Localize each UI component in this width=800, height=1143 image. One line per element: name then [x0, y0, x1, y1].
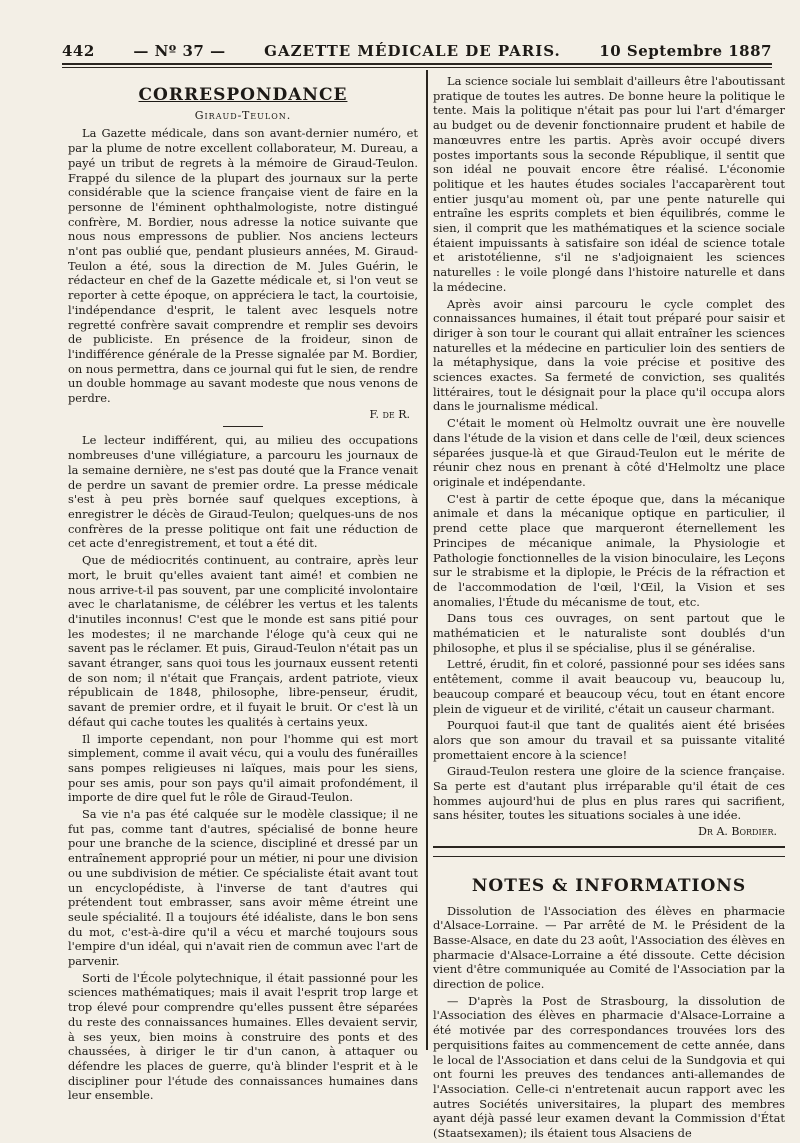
signature: F. de R.: [369, 407, 410, 421]
paragraph: Après avoir ainsi parcouru le cycle complet des connaissances humaines, il était tout préparé pour saisir et diriger à son tour le courant qui allait entraîner les sciences naturelles et la médecine en particulier loin des sentiers de la métaphysique, dans la voie précise et positive des sciences exactes. Sa fermeté de conviction, ses qualités littéraires, tout le désignait pour la place qu'il occupa alors dans le journalisme médical.: [433, 296, 785, 414]
journal-title: GAZETTE MÉDICALE DE PARIS.: [264, 42, 561, 60]
paragraph: Le lecteur indifférent, qui, au milieu des occupations nombreuses d'une villégiature, a parcouru les journaux de la semaine dernière, ne s'est pas douté que la France venait de perdre un savant de premier ordre. La presse médicale s'est à peu près bornée sauf quelques exceptions, à enregistrer le décès de Giraud-Teulon; quelques-uns de nos confrères de la presse politique ont fait une réduction de cet acte d'enregistrement, et tout a été dit.: [68, 433, 418, 551]
paragraph: C'est à partir de cette époque que, dans la mécanique animale et dans la mécanique optique en particulier, il prend cette place que marqueront éternellement les Principes de mécanique animale, la Physiologie et Pathologie fonctionnelles de la vision binoculaire, les Leçons sur le strabisme et la diplopie, le Précis de la réfraction et de l'accommodation de l'œil, l'Œil, la Vision et ses anomalies, l'Étude du mécanisme de tout, etc.: [433, 491, 785, 609]
paragraph: Dissolution de l'Association des élèves en pharmacie d'Alsace-Lorraine. — Par arrêté de M. le Président de la Basse-Alsace, en date du 23 août, l'Association des élèves en pharmacie d'Alsace-Lorraine a été dissoute. Cette décision vient d'être communiquée au Comité de l'Association par la direction de police.: [433, 903, 785, 992]
paragraph: La Gazette médicale, dans son avant-dernier numéro, et par la plume de notre excellent collaborateur, M. Dureau, a payé un tribut de regrets à la mémoire de Giraud-Teulon. Frappé du silence de la plupart des journaux sur la perte considérable que la science française vient de faire en la personne de l'éminent ophthalmologiste, notre distingué confrère, M. Bordier, nous adresse la notice suivante que nous nous empressons de publier. Nos anciens lecteurs n'ont pas oublié que, pendant plusieurs années, M. Giraud-Teulon a été, sous la direction de M. Jules Guérin, le rédacteur en chef de la Gazette médicale et, si l'on veut se reporter à cette époque, on appréciera le tact, la courtoisie, l'indépendance d'esprit, le talent avec lesquels notre regretté confrère savait comprendre et remplir ses devoirs de publiciste. En présence de la froideur, sinon de l'indifférence générale de la Presse signalée par M. Bordier, on nous permettra, dans ce journal qui fut le sien, de rendre un double hommage au savant modeste que nous venons de perdre.: [68, 126, 418, 406]
paragraph: Il importe cependant, non pour l'homme qui est mort simplement, comme il avait vécu, qui a voulu des funérailles sans pompes religieuses ni laïques, mais pour les siens, pour ses amis, pour son pays qu'il aimait profondément, il importe de dire quel fut le rôle de Giraud-Teulon.: [68, 731, 418, 805]
page-number: 442: [62, 42, 95, 60]
left-column: [68, 74, 418, 1105]
issue-date: 10 Septembre 1887: [599, 42, 772, 60]
paragraph: C'était le moment où Helmoltz ouvrait une ère nouvelle dans l'étude de la vision et dans celle de l'œil, deux sciences séparées jusque-là et que Giraud-Teulon eut le mérite de réunir chez nous en prenant à côté d'Helmoltz une place originale et indépendante.: [433, 416, 785, 489]
section-title: CORRESPONDANCE: [138, 85, 348, 105]
separator: [223, 426, 263, 427]
paragraph: Dans tous ces ouvrages, on sent partout que le mathématicien et le naturaliste sont doublés d'un philosophe, et plus il se spécialise, plus il se généralise.: [433, 611, 785, 655]
paragraph: — D'après la Post de Strasbourg, la dissolution de l'Association des élèves en pharmacie d'Alsace-Lorraine a été motivée par des correspondances trouvées lors des perquisitions faites au commencement de cette année, dans le local de l'Association et dans celui de la Sundgovia et qui ont fourni les preuves des tendances anti-allemandes de l'Association. Celle-ci n'entretenait aucun rapport avec les autres Sociétés universitaires, la plupart des membres ayant déjà passé leur examen devant la Commission d'État (Staatsexamen); ils étaient tous Alsaciens de: [433, 993, 785, 1141]
paragraph: Giraud-Teulon restera une gloire de la science française. Sa perte est d'autant plus irréparable qu'il était de ces hommes aujourd'hui de plus en plus rares qui sacrifient, sans hésiter, toutes les situations sociales à une idée.: [433, 764, 785, 823]
header-rule: [62, 63, 772, 65]
signature: Dr A. Bordier.: [698, 825, 777, 839]
paragraph: Pourquoi faut-il que tant de qualités aient été brisées alors que son amour du travail et sa puissante vitalité promettaient encore à la science!: [433, 718, 785, 762]
paragraph: Sa vie n'a pas été calquée sur le modèle classique; il ne fut pas, comme tant d'autres, spécialisé de bonne heure pour une branche de la science, discipliné et dressé par un entraînement approprié pour un métier, ni pour une division ou une subdivision de métier. Ce spécialiste était avant tout un encyclopédiste, à l'inverse de tant d'autres qui prétendent tout embrasser, sans avoir même étreint une seule spécialité. Il a toujours été idéaliste, dans le bon sens du mot, c'est-à-dire qu'il a vécu et marché toujours sous l'empire d'un idéal, qui n'avait rien de commun avec l'art de parvenir.: [68, 807, 418, 969]
header-rule-thin: [62, 67, 772, 68]
article-subtitle: Giraud-Teulon.: [194, 108, 292, 122]
page-header: [62, 40, 772, 62]
notes-section: [433, 846, 785, 1141]
notes-title: NOTES & INFORMATIONS: [471, 875, 747, 896]
paragraph: Lettré, érudit, fin et coloré, passionné pour ses idées sans entêtement, comme il avait beaucoup vu, beaucoup lu, beaucoup comparé et beaucoup vécu, tout en étant encore plein de vigueur et de virilité, c'était un causeur charmant.: [433, 657, 785, 716]
right-column: [433, 74, 785, 1143]
column-divider: [426, 70, 428, 1050]
separator: [433, 856, 785, 857]
issue-number: — Nº 37 —: [133, 42, 226, 60]
paragraph: Sorti de l'École polytechnique, il était passionné pour les sciences mathématiques; mais il avait l'esprit trop large et trop élevé pour comprendre qu'elles pussent être séparées du reste des connaissances humaines. Elles devaient servir, à ses yeux, bien moins à construire des ponts et des chaussées, à diriger le tir d'un canon, à attaquer ou défendre les places de guerre, qu'à blinder l'esprit et à le discipliner pour l'étude des connaissances humaines dans leur ensemble.: [68, 970, 418, 1103]
paragraph: Que de médiocrités continuent, au contraire, après leur mort, le bruit qu'elles avaient tant aimé! et combien ne nous arrive-t-il pas souvent, par une complicité involontaire avec le charlatanisme, de célébrer les vertus et les talents d'inutiles inconnus! C'est que le monde est sans pitié pour les modestes; il ne marchande l'éloge qu'à ceux qui ne savent pas le réclamer. Et puis, Giraud-Teulon n'était pas un savant étranger, sans quoi tous les journaux eussent retenti de son nom; il n'était que Français, ardent patriote, vieux républicain de 1848, philosophe, libre-penseur, érudit, savant de premier ordre, et il fuyait le bruit. Or c'est là un défaut qui cache toutes les qualités à certains yeux.: [68, 553, 418, 729]
paragraph: La science sociale lui semblait d'ailleurs être l'aboutissant pratique de toutes les autres. De bonne heure la politique le tente. Mais la politique n'était pas pour lui l'art d'émarger au budget ou de devenir fonctionnaire prudent et habile de manœuvres entre les partis. Après avoir occupé divers postes importants sous la seconde République, il sentit que son idéal ne pouvait encore être réalisé. L'économie politique et les hautes études sociales l'accaparèrent tout entier jusqu'au moment où, par une pente naturelle qui entraîne les esprits complets et bien équilibrés, comme le sien, il comprit que les mathématiques et la science sociale étaient impuissants à satisfaire son idéal de science totale et aristotélienne, s'il ne s'adjoignaient les sciences naturelles : le voile plongé dans l'histoire naturelle et dans la médecine.: [433, 74, 785, 294]
